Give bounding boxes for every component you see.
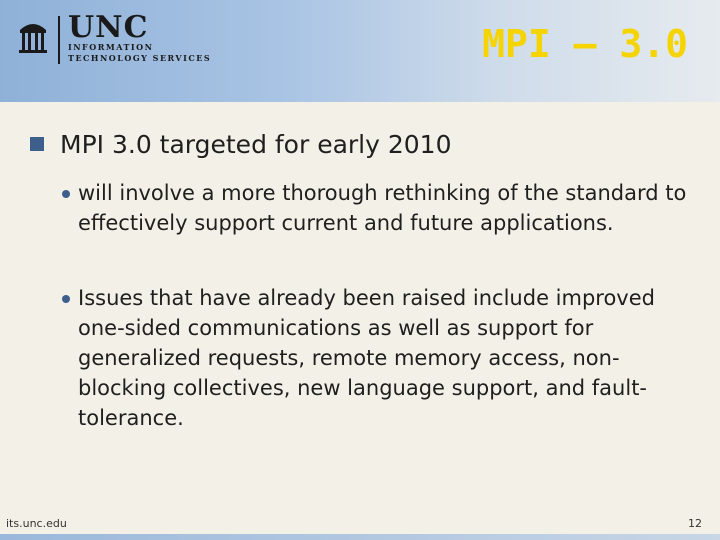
logo-line-2: TECHNOLOGY SERVICES [68, 53, 212, 63]
footer-url: its.unc.edu [6, 517, 67, 530]
page-number: 12 [688, 517, 702, 530]
bullet-level-2-text: will involve a more thorough rethinking of the standard to effectively support current and future applications. [78, 181, 687, 235]
round-bullet-icon [62, 190, 70, 198]
footer-bar [0, 534, 720, 540]
bullet-level-1 [30, 130, 690, 159]
unc-its-logo [18, 10, 212, 66]
logo-line-1: INFORMATION [68, 42, 154, 52]
logo-divider [58, 16, 60, 64]
round-bullet-icon [62, 295, 70, 303]
slide-header [0, 0, 720, 102]
slide-title: MPI – 3.0 [482, 22, 688, 66]
old-well-icon [18, 18, 48, 54]
square-bullet-icon [30, 137, 44, 151]
bullet-level-2-item [62, 178, 698, 238]
bullet-level-2-text: Issues that have already been raised include improved one-sided communications as well as support for generalized requests, remote memory access, non-blocking collectives, new language support, and fault-tolerance. [78, 286, 655, 430]
logo-unc-text: UNC [68, 10, 149, 45]
bullet-level-2-item [62, 283, 698, 433]
bullet-level-1-text: MPI 3.0 targeted for early 2010 [60, 130, 452, 159]
